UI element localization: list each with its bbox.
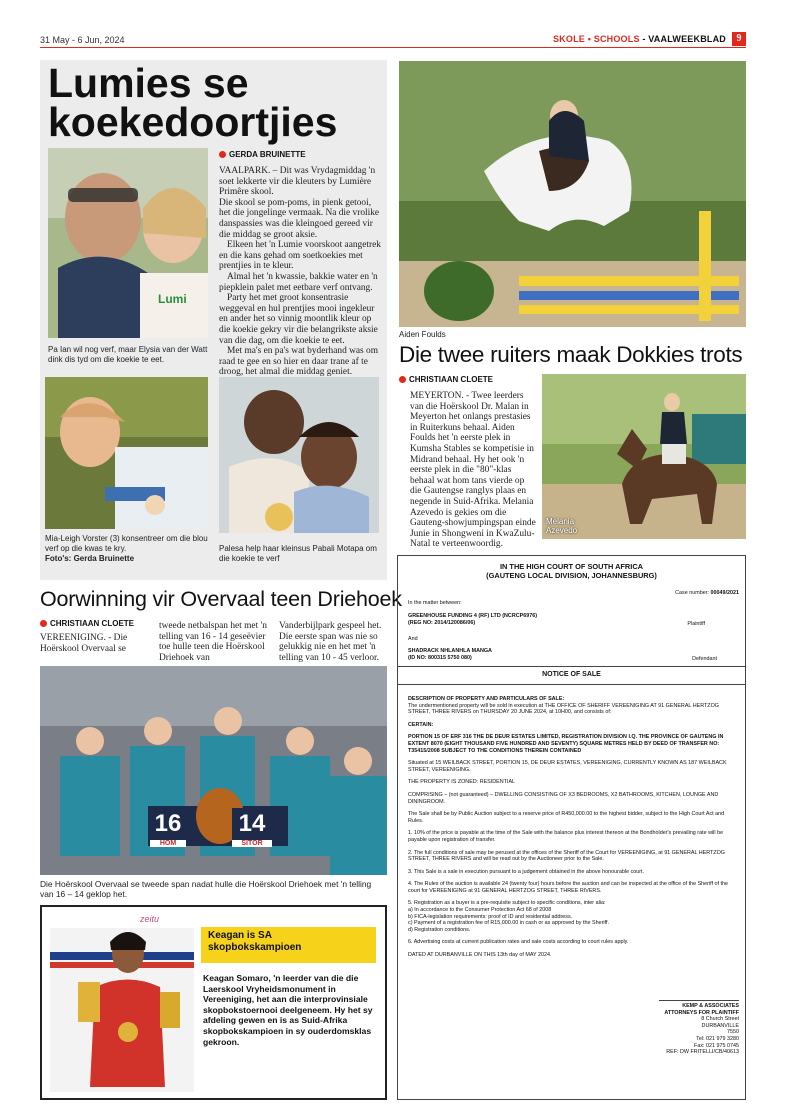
reference: REF: DW FRITELLI/CB/40613 [666,1049,739,1056]
section-label [553,34,726,44]
photo-sisters [219,377,379,533]
caption-photo2 [45,534,208,564]
article-ruiters-title: Die twee ruiters maak Dokkies trots [399,342,743,367]
comprising-text: COMPRISING – (not guaranteed) – DWELLING CONSISTING OF X3 BEDROOMS, X2 BATHROOMS, KITCHEN, LOUNGE AND DININGROOM. [408,791,719,805]
title-line-2: koekedoortjies [48,98,338,145]
case-number [675,590,739,597]
photo-girl-painting [45,377,208,529]
court-line-1: IN THE HIGH COURT OF SOUTH AFRICA [499,562,644,571]
case-number-value: 00049/2021 [710,590,739,596]
article-netbal-byline: CHRISTIAAN CLOETE [40,619,134,628]
article-lumies-byline: GERDA BRUINETTE [219,150,306,159]
portion-text: PORTION 15 OF ERF 316 THE DE DEUR ESTATES LIMITED, REGISTRATION DIVISION I.Q. THE PROVINCE OF GAUTENG IN EXTENT 8070 (EIGHT THOUSAND FIVE HUNDRED AND SEVENTY) SQUARE METRES HELD BY DEED OF TRANSFER NO: T35415/2008 SUBJECT TO THE CONDITIONS THEREIN CONTAINED [408,734,724,754]
defendant-label: Defendant [692,656,717,662]
paragraph: Elkeen het 'n Lumie voorskoot aangetrek en die kans gehad om soetkoekies met prentjies in te kleur. [219,240,381,272]
auction-text: The Sale shall be by Public Auction subject to a reserve price of R450,000.00 to the highest bidder, subject to the High Court Act and Rules. [408,811,725,824]
issue-date: 31 May - 6 Jun, 2024 [40,35,125,45]
header-rule [40,47,746,48]
score-visitor: 14 [232,808,272,840]
court-line-2: (GAUTENG LOCAL DIVISION, JOHANNESBURG) [486,571,657,580]
score-home: 16 [150,808,186,840]
article-netbal-col2: tweede netbalspan het met 'n telling van 16 - 14 geseëvier toe hulle teen die Hoërskool Driehoek van [159,621,267,663]
section-separator: • [587,34,592,44]
caption-line: Melania [546,517,575,526]
defendant-line: SHADRACK NHLANHLA MANGA [408,648,492,654]
caption-line: Azevedo [546,526,578,535]
condition-item: 5. Registration as a buyer is a pre-requisite subject to specific conditions, inter alia: [408,900,606,907]
paragraph: Almal het 'n kwassie, bakkie water en 'n piepklein palet met eetbare verf ontvang. [219,271,378,293]
signature-rule [659,1000,739,1001]
caption-photo3: Palesa help haar kleinsus Pabali Motapa om die koekie te verf [219,544,377,563]
condition-item: 3. This Sale is a sale in execution pursuant to a judgement obtained in the above honourable court. [408,868,645,875]
address-line: DURBANVILLE [701,1022,739,1029]
caption-aiden: Aiden Foulds [399,330,446,339]
legal-notice [397,555,746,1100]
defendant-line: (ID NO: 800315 5750 080) [408,654,472,661]
article-netbal-col1: VEREENIGING. - Die Hoërskool Overvaal se [40,633,128,654]
notice-body [408,696,738,959]
notice-title: NOTICE OF SALE [542,671,601,678]
article-lumies-title [48,60,338,145]
dated-line: DATED AT DURBANVILLE ON THIS 13th day of MAY 2024. [408,952,552,959]
caption-melania [546,517,577,535]
case-number-label: Case number: [675,590,710,596]
photo-aiden-horse [399,61,746,327]
section-skole: SKOLE [552,34,585,44]
paragraph: Party het met groot konsentrasie weggeval en hul prentjies mooi ingekleur en ander het so vinnig moontlik kleur op die koekie gekry vir die belangrikste aksie van die dag, om die koekie te eet. [219,293,378,346]
article-netbal-col3: Vanderbijlpark gespeel het. Die eerste span was nie so gelukkig nie en het met 'n telling van 10 - 45 verloor. [279,621,382,663]
plaintiff-name [408,613,537,626]
and-label: And [408,636,418,642]
title-line-2: skopbokskampioen [208,942,302,953]
banner-text: zeitu [140,914,160,924]
title-line-1: Keagan is SA [208,930,272,941]
photo-melania-horse [542,374,746,539]
feature-text: Keagan Somaro, 'n leerder van die die Laerskool Vryheidsmonument in Vereeniging, het aan die interprovinsiale skopbokstoernooi deelgeneem. Hy het sy afdeling gewen en is as Suid-Afrika skopbokskampioen in sy ouderdomsklas gekroon. [203,973,373,1047]
title-line-1: Lumies se [48,60,249,106]
court-name [398,562,745,580]
score-visitor-label: SITOR [232,840,272,847]
article-lumies-body [219,166,381,378]
feature-title [201,927,376,963]
svg-text:Lumi: Lumi [158,292,187,306]
plaintiff-line: (REG NO: 2014/120086/06) [408,619,476,626]
address-line: 7550 [727,1029,739,1036]
paragraph: VAALPARK. – Dit was Vrydagmiddag 'n soet lekkerte vir die kleuters by Lumière Primêre skool. [219,166,376,198]
article-netbal-title: Oorwinning vir Overvaal teen Driehoek [40,587,402,611]
firm-name: KEMP & ASSOCIATES [682,1003,739,1009]
condition-item: 2. The full conditions of sale may be perused at the offices of the Sheriff of the Court for VEREENIGING, at 91 GENERAL HERTZOG STREET, THREE RIVERS and will be read out by the Auctioneer prior to the Sale. [408,849,725,863]
defendant-name [408,648,492,661]
photo-keagan [50,912,194,1092]
rule [398,666,745,667]
condition-subitem: b) FICA-legislation requirements: proof of ID and residential address. [408,913,573,920]
plaintiff-line: GREENHOUSE FUNDING 4 (RF) LTD (NCRCP6976) [408,613,537,619]
section-schools: SCHOOLS [593,34,640,44]
situated-text: Situated at 15 WEILBACK STREET, PORTION 15, DE DEUR ESTATES, VEREENIGING, CURRENTLY KNOWN AS 187 WEILBACK STREET, VEREENIGING. [408,760,727,773]
plaintiff-label: Plaintiff [687,621,705,627]
caption-photo1: Pa Ian wil nog verf, maar Elysia van der Watt dink dis tyd om die koekie te eet. [48,345,208,364]
paragraph: MEYERTON. - Twee leerders van die Hoërskool Dr. Malan in Meyerton het onlangs prestasies in Ruiterkuns behaal. Aiden Foulds het 'n eerste plek in Kumsha Stables se kompetisie in Midrand behaal. Hy het ook 'n eerste plek in die "80"-klas behaal wat hom tans vierde op die Gautengse ranglys plaas en negende in Suid-Afrika. Melania Azevedo is gekies om die Gauteng-showjumpingspan einde Junie in Shongweni in KwaZulu-Natal te verteenwoordig. [410,391,536,550]
condition-item: 4. The Rules of the auction is available 24 (twenty four) hours before the auction and can be inspected at the office of the Sheriff of the court for VEREENIGING at 91 GENERAL HERTZOG STREET, THREE RIVERS. [408,881,729,894]
article-ruiters-body [410,391,537,550]
desc-head: DESCRIPTION OF PROPERTY AND PARTICULARS OF SALE: [408,696,565,702]
condition-subitem: d) Registration conditions. [408,926,471,933]
address-line: 8 Church Street [701,1016,739,1023]
paragraph: Die skool se pom-poms, in pienk getooi, het die jongelinge vermaak. Na die vrolike danspassies was die kleingoed gereed vir die middag se groot aksie. [219,197,380,240]
condition-subitem: c) Payment of a registration fee of R15,000.00 in cash or as approved by the Sheriff. [408,920,609,927]
page-number: 9 [732,32,746,46]
condition-item: 6. Advertising costs at current publication rates and sale costs according to court rules apply. [408,939,629,946]
attorney-block [664,1003,739,1056]
telephone: Tel: 021 979 3280 [696,1035,739,1042]
caption-text: Mia-Leigh Vorster (3) konsentreer om die blou verf op die kwas te kry. [45,534,208,553]
paragraph: Met ma's en pa's wat byderhand was om raad te gee en so hier en daar trane af te droog, het almal die middag geniet. [219,346,378,378]
zoned-text: THE PROPERTY IS ZONED: RESIDENTIAL [408,779,516,786]
article-ruiters-byline: CHRISTIAAN CLOETE [399,375,493,384]
condition-item: 1. 10% of the price is payable at the time of the Sale with the balance plus interest thereon at the Bondholder's prevailing rate will be payable upon registration of transfer. [408,830,724,843]
photo-credit: Foto's: Gerda Bruinette [45,554,135,563]
condition-subitem: a) In accordance to the Consumer Protection Act 68 of 2008 [408,907,552,914]
matter-between: In the matter between: [408,600,462,606]
desc-text: The undermentioned property will be sold in execution at THE OFFICE OF SHERIFF VEREENIGING AT 91 GENERAL HERTZOG STREET, THREE RIVERS on THURSDAY 20 JUNE 2024, at 10H00, and consists of: [408,702,719,716]
caption-netball: Die Hoërskool Overvaal se tweede span nadat hulle die Hoërskool Driehoek met 'n telling van 16 – 14 geklop het. [40,879,372,899]
firm-role: ATTORNEYS FOR PLAINTIFF [664,1009,739,1016]
score-home-label: HOM [150,840,186,847]
photo-netball-team [40,666,387,875]
fax: Fax: 021 975 0745 [694,1042,739,1049]
rule [398,684,745,685]
certain-label: CERTAIN: [408,721,434,728]
photo-father-daughter [48,148,208,338]
publication-name: - VAALWEEKBLAD [642,34,726,44]
